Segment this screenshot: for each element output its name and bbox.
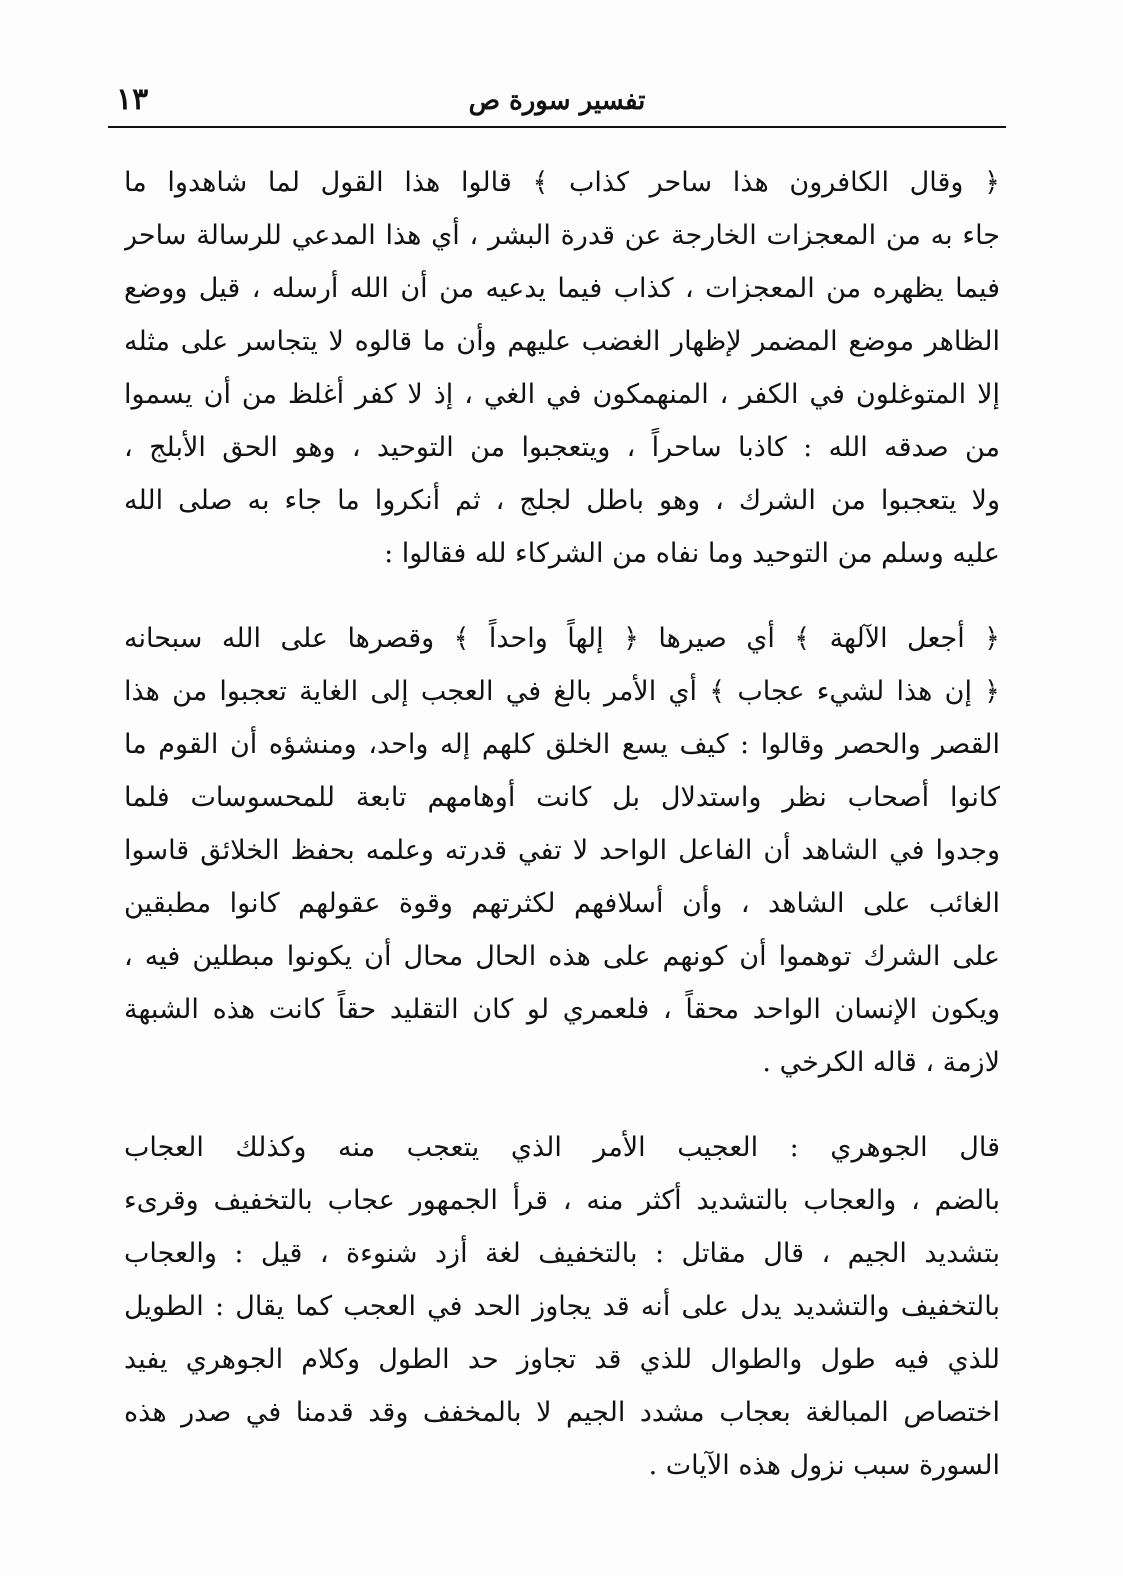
body-text [124,156,1000,1492]
text-line: عليه وسلم من التوحيد وما نفاه من الشركاء لله فقالوا : [384,538,1000,569]
page-number: ١٣ [116,82,149,117]
text-line: الغائب على الشاهد ، وأن أسلافهم لكثرتهم وقوة عقولهم كانوا مطبقين [124,888,1000,919]
text-line: إلا المتوغلون في الكفر ، المنهمكون في الغي ، إذ لا كفر أغلظ من أن يسموا [124,379,1000,410]
text-line: جاء به من المعجزات الخارجة عن قدرة البشر ، أي هذا المدعي للرسالة ساحر [124,220,1000,251]
text-line: لازمة ، قاله الكرخي . [762,1047,1000,1078]
text-line: ولا يتعجبوا من الشرك ، وهو باطل لجلج ، ثم أنكروا ما جاء به صلى الله [124,485,1000,516]
text-line: بالضم ، والعجاب بالتشديد أكثر منه ، قرأ الجمهور عجاب بالتخفيف وقرىء [124,1185,1000,1216]
text-line: قال الجوهري : العجيب الأمر الذي يتعجب منه وكذلك العجاب [124,1132,1000,1163]
text-line: ﴿ أجعل الآلهة ﴾ أي صيرها ﴿ إلهاً واحداً ﴾ وقصرها على الله سبحانه [124,623,1000,654]
text-line: القصر والحصر وقالوا : كيف يسع الخلق كلهم إله واحد، ومنشؤه أن القوم ما [124,729,1000,760]
text-line: اختصاص المبالغة بعجاب مشدد الجيم لا بالمخفف وقد قدمنا في صدر هذه [124,1397,1000,1428]
paragraph-gap [124,580,1000,612]
header-rule [108,126,1006,128]
text-line: السورة سبب نزول هذه الآيات . [648,1450,1000,1481]
text-line: للذي فيه طول والطوال للذي قد تجاوز حد الطول وكلام الجوهري يفيد [124,1344,1000,1375]
running-title: تفسير سورة ص [468,86,646,116]
text-line: الظاهر موضع المضمر لإظهار الغضب عليهم وأن ما قالوه لا يتجاسر على مثله [124,326,1000,357]
text-line: ويكون الإنسان الواحد محقاً ، فلعمري لو كان التقليد حقاً كانت هذه الشبهة [124,994,1000,1025]
text-line: ﴿ إن هذا لشيء عجاب ﴾ أي الأمر بالغ في العجب إلى الغاية تعجبوا من هذا [124,676,1000,707]
text-line: بتشديد الجيم ، قال مقاتل : بالتخفيف لغة أزد شنوءة ، قيل : والعجاب [124,1238,1000,1269]
paragraph-2 [124,612,1000,1089]
text-line: بالتخفيف والتشديد يدل على أنه قد يجاوز الحد في العجب كما يقال : الطويل [124,1291,1000,1322]
text-line: من صدقه الله : كاذبا ساحراً ، ويتعجبوا من التوحيد ، وهو الحق الأبلج ، [124,432,1000,463]
text-line: كانوا أصحاب نظر واستدلال بل كانت أوهامهم تابعة للمحسوسات فلما [124,782,1000,813]
paragraph-3 [124,1121,1000,1492]
text-line: وجدوا في الشاهد أن الفاعل الواحد لا تفي قدرته وعلمه بحفظ الخلائق قاسوا [124,835,1000,866]
text-line: على الشرك توهموا أن كونهم على هذه الحال محال أن يكونوا مبطلين فيه ، [124,941,1000,972]
text-line: ﴿ وقال الكافرون هذا ساحر كذاب ﴾ قالوا هذا القول لما شاهدوا ما [124,167,1000,198]
text-line: فيما يظهره من المعجزات ، كذاب فيما يدعيه من أن الله أرسله ، قيل ووضع [124,273,1000,304]
running-header [108,78,1006,128]
paragraph-1 [124,156,1000,580]
paragraph-gap [124,1089,1000,1121]
